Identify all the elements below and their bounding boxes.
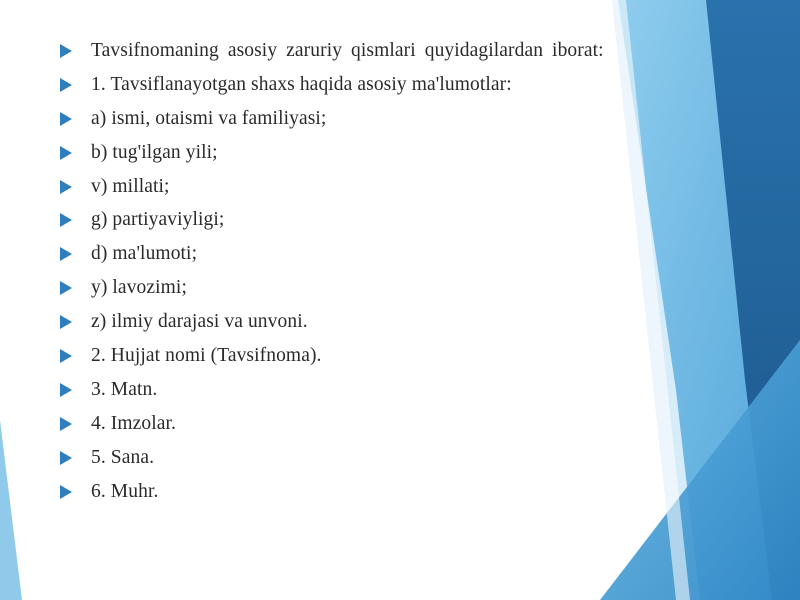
triangle-bullet-icon (60, 315, 72, 329)
list-item-text: d) ma'lumoti; (91, 243, 198, 265)
list-item (60, 203, 604, 237)
triangle-bullet-icon (60, 247, 72, 261)
list-item (60, 170, 604, 204)
list-item-text: 6. Muhr. (91, 480, 159, 502)
triangle-bullet-icon (60, 383, 72, 397)
triangle-bullet-icon (60, 78, 72, 92)
list-item (60, 34, 604, 68)
list-item-text: z) ilmiy darajasi va unvoni. (91, 311, 308, 333)
triangle-bullet-icon (60, 112, 72, 126)
list-item-text: 1. Tavsiflanayotgan shaxs haqida asosiy ma'lumotlar: (91, 73, 512, 95)
list-item-text: 5. Sana. (91, 446, 155, 468)
list-item-text: y) lavozimi; (91, 277, 187, 299)
triangle-bullet-icon (60, 213, 72, 227)
list-item-text: v) millati; (91, 175, 170, 197)
list-item-text: 3. Matn. (91, 378, 158, 400)
list-item (60, 407, 604, 441)
bg-shard-left (0, 420, 22, 600)
list-item-text: 2. Hujjat nomi (Tavsifnoma). (91, 344, 322, 366)
list-item (60, 339, 604, 373)
list-item (60, 102, 604, 136)
list-item (60, 271, 604, 305)
triangle-bullet-icon (60, 485, 72, 499)
list-item-text: 4. Imzolar. (91, 412, 177, 434)
list-item-text: g) partiyaviyligi; (91, 209, 225, 231)
triangle-bullet-icon (60, 180, 72, 194)
list-item (60, 237, 604, 271)
triangle-bullet-icon (60, 44, 72, 58)
list-item (60, 475, 604, 509)
bullet-list (60, 34, 604, 508)
list-item-text: a) ismi, otaismi va familiyasi; (91, 107, 327, 129)
triangle-bullet-icon (60, 349, 72, 363)
triangle-bullet-icon (60, 281, 72, 295)
list-item (60, 68, 604, 102)
list-item (60, 441, 604, 475)
list-item-text: Tavsifnomaning asosiy zaruriy qismlari quyidagilardan iborat: (91, 39, 604, 61)
list-item (60, 373, 604, 407)
list-item (60, 305, 604, 339)
list-item (60, 136, 604, 170)
slide-content (60, 34, 604, 508)
triangle-bullet-icon (60, 146, 72, 160)
triangle-bullet-icon (60, 417, 72, 431)
list-item-text: b) tug'ilgan yili; (91, 141, 218, 163)
triangle-bullet-icon (60, 451, 72, 465)
